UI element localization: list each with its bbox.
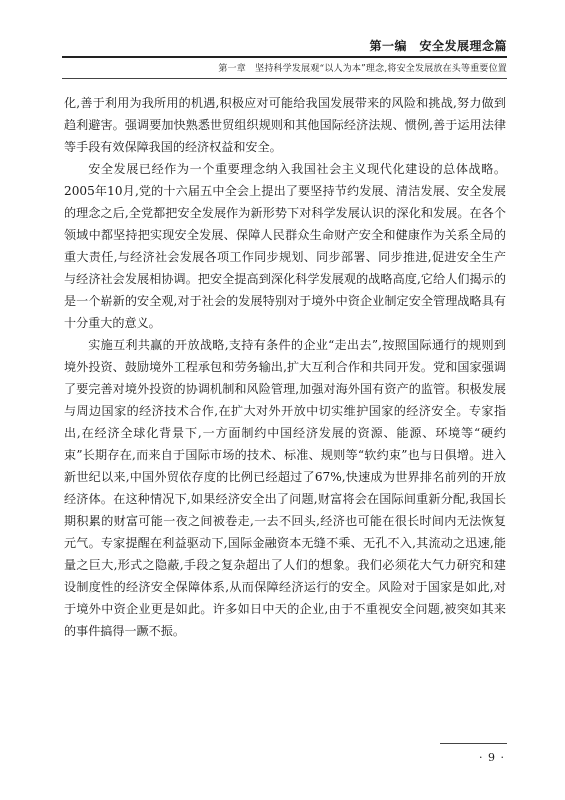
page-number: · 9 ·	[479, 751, 505, 764]
header-rule-thick	[62, 56, 507, 58]
footer-rule	[440, 743, 507, 744]
part-title: 第一编 安全发展理念篇	[369, 39, 507, 53]
body-text	[64, 92, 506, 642]
chapter-line: 第一章 坚持科学发展观“以人为本”理念,将安全发展放在头等重要位置	[218, 64, 507, 74]
header-rule-thin	[62, 78, 507, 79]
paragraph-2: 安全发展已经作为一个重要理念纳入我国社会主义现代化建设的总体战略。2005年10月,党的十六届五中全会上提出了要坚持节约发展、清洁发展、安全发展的理念之后,全党都把安全发展作为新形势下对科学发展认识的深化和发展。在各个领域中都坚持把实现安全发展、保障人民群众生命财产安全和健康作为关系全局的重大责任,与经济社会发展各项工作同步规划、同步部署、同步推进,促进安全生产与经济社会发展相协调。把安全提高到深化科学发展观的战略高度,它给人们揭示的是一个崭新的安全观,对于社会的发展特别对于境外中资企业制定安全管理战略具有十分重大的意义。	[64, 162, 506, 330]
paragraph-1: 化,善于利用为我所用的机遇,积极应对可能给我国发展带来的风险和挑战,努力做到趋利避害。强调要加快熟悉世贸组织规则和其他国际经济法规、惯例,善于运用法律等手段有效保障我国的经济权益和安全。	[64, 96, 506, 154]
paragraph-3: 实施互利共赢的开放战略,支持有条件的企业“走出去”,按照国际通行的规则到境外投资、鼓励境外工程承包和劳务输出,扩大互利合作和共同开发。党和国家强调了要完善对境外投资的协调机制和风险管理,加强对海外国有资产的监管。积极发展与周边国家的经济技术合作,在扩大对外开放中切实维护国家的经济安全。专家指出,在经济全球化背景下,一方面制约中国经济发展的资源、能源、环境等“硬约束”长期存在,而来自于国际市场的技术、标准、规则等“软约束”也与日俱增。进入新世纪以来,中国外贸依存度的比例已经超过了67%,快速成为世界排名前列的开放经济体。在这种情况下,如果经济安全出了问题,财富将会在国际间重新分配,我国长期积累的财富可能一夜之间被卷走,一去不回头,经济也可能在很长时间内无法恢复元气。专家提醒在利益驱动下,国际金融资本无缝不乘、无孔不入,其流动之迅速,能量之巨大,形式之隐蔽,手段之复杂超出了人们的想象。我们必须花大气力研究和建设制度性的经济安全保障体系,从而保障经济运行的安全。风险对于国家是如此,对于境外中资企业更是如此。许多如日中天的企业,由于不重视安全问题,被突如其来的事件搞得一蹶不振。	[64, 338, 506, 638]
